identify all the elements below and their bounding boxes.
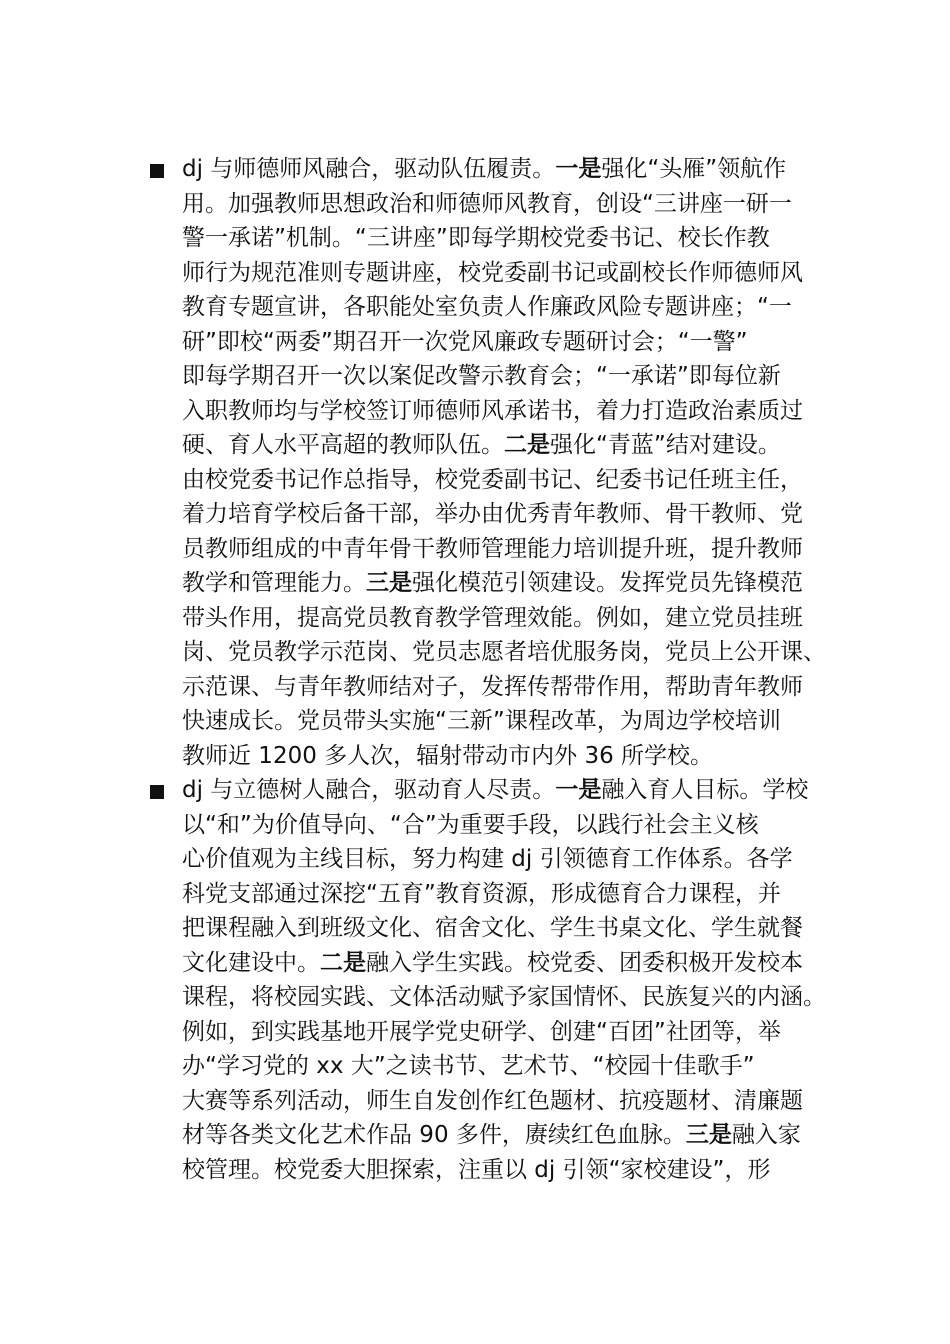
text-line <box>182 497 848 532</box>
bold-lead-text: 三是 <box>685 1122 732 1148</box>
body-text: 由校党委书记作总指导，校党委副书记、纪委书记任班主任， <box>182 466 803 493</box>
text-line <box>182 980 848 1015</box>
text-line <box>182 1153 848 1188</box>
body-text: 教学和管理能力。 <box>182 570 366 596</box>
body-text: 师行为规范准则专题讲座，校党委副书记或副校长作师德师风 <box>182 259 803 286</box>
body-text: 带头作用，提高党员教育教学管理效能。例如，建立党员挂班 <box>182 604 803 631</box>
text-line <box>182 842 848 877</box>
text-line <box>182 187 848 222</box>
text-line <box>182 428 848 463</box>
bold-lead-text: 三是 <box>366 570 412 596</box>
text-line <box>182 290 848 325</box>
text-line <box>182 394 848 429</box>
body-text: 强化“青蓝”结对建设。 <box>550 432 781 458</box>
body-text: 员教师组成的中青年骨干教师管理能力培训提升班，提升教师 <box>182 535 803 562</box>
bullet-list <box>148 152 848 1187</box>
body-text: 即每学期召开一次以案促改警示教育会；“一承诺”即每位新 <box>182 363 781 389</box>
body-text: 融入学生实践。校党委、团委积极开发校本 <box>366 949 803 976</box>
square-bullet-icon <box>150 785 164 799</box>
body-text: 以“和”为价值导向、“合”为重要手段，以践行社会主义核 <box>182 811 759 838</box>
text-line <box>182 221 848 256</box>
text-line <box>182 566 848 601</box>
body-text: 研”即校“两委”期召开一次党风廉政专题研讨会；“一警” <box>182 328 748 355</box>
body-text: 警一承诺”机制。“三讲座”即每学期校党委书记、校长作教 <box>182 225 770 251</box>
text-line <box>182 532 848 567</box>
bullet-paragraph <box>148 773 848 1187</box>
body-text: 融入家 <box>731 1122 801 1148</box>
body-text: 办“学习党的 xx 大”之读书节、艺术节、“校园十佳歌手” <box>182 1053 755 1079</box>
body-text: 教师近 1200 多人次，辐射带动市内外 36 所学校。 <box>182 742 714 769</box>
text-line <box>182 1084 848 1119</box>
text-line <box>182 463 848 498</box>
body-text: 入职教师均与学校签订师德师风承诺书，着力打造政治素质过 <box>182 397 803 424</box>
bold-lead-text: 二是 <box>504 432 550 458</box>
body-text: 示范课、与青年教师结对子，发挥传帮带作用，帮助青年教师 <box>182 673 803 700</box>
bullet-paragraph <box>148 152 848 773</box>
text-line <box>182 256 848 291</box>
body-text: 硬、育人水平高超的教师队伍。 <box>182 432 504 458</box>
body-text: 大赛等系列活动，师生自发创作红色题材、抗疫题材、清廉题 <box>182 1087 803 1114</box>
text-line <box>182 325 848 360</box>
body-text: 把课程融入到班级文化、宿舍文化、学生书桌文化、学生就餐 <box>182 915 803 941</box>
body-text: 强化“头雁”领航作 <box>601 156 787 182</box>
bold-lead-text: 一是 <box>555 777 602 803</box>
body-text: 例如，到实践基地开展学党史研学、创建“百团”社团等，举 <box>182 1018 781 1045</box>
body-text: 教育专题宣讲，各职能处室负责人作廉政风险专题讲座；“一 <box>182 294 792 320</box>
body-text: 校管理。校党委大胆探索，注重以 dj 引领“家校建设”，形 <box>182 1156 771 1183</box>
text-line <box>182 601 848 636</box>
body-text: 材等各类文化艺术作品 90 多件，赓续红色血脉。 <box>182 1122 686 1148</box>
body-text: 着力培育学校后备干部，举办由优秀青年教师、骨干教师、党 <box>182 501 803 527</box>
text-line <box>182 635 848 670</box>
text-line <box>182 670 848 705</box>
text-line <box>182 359 848 394</box>
bold-lead-text: 二是 <box>320 949 366 976</box>
text-line <box>182 704 848 739</box>
body-text: 用。加强教师思想政治和师德师风教育，创设“三讲座一研一 <box>182 190 792 217</box>
body-text: 文化建设中。 <box>182 949 320 976</box>
text-line <box>182 877 848 912</box>
text-line <box>182 773 848 808</box>
text-line <box>182 739 848 774</box>
body-text: 快速成长。党员带头实施“三新”课程改革，为周边学校培训 <box>182 708 781 734</box>
body-text: 课程，将校园实践、文体活动赋予家国情怀、民族复兴的内涵。 <box>182 984 826 1010</box>
body-text: 强化模范引领建设。发挥党员先锋模范 <box>412 570 803 596</box>
body-text: 科党支部通过深挖“五育”教育资源，形成德育合力课程，并 <box>182 880 781 907</box>
text-line <box>182 152 848 187</box>
text-line <box>182 1049 848 1084</box>
body-text: 心价值观为主线目标，努力构建 dj 引领德育工作体系。各学 <box>182 846 793 872</box>
text-line <box>182 946 848 981</box>
body-text: dj 与立德树人融合，驱动育人尽责。 <box>182 777 556 803</box>
body-text: 岗、党员教学示范岗、党员志愿者培优服务岗，党员上公开课、 <box>182 639 826 665</box>
body-text: 融入育人目标。学校 <box>601 777 809 803</box>
bold-lead-text: 一是 <box>555 156 602 182</box>
text-line <box>182 1118 848 1153</box>
text-line <box>182 1015 848 1050</box>
text-line <box>182 911 848 946</box>
square-bullet-icon <box>150 164 164 178</box>
text-line <box>182 808 848 843</box>
body-text: dj 与师德师风融合，驱动队伍履责。 <box>182 156 556 182</box>
